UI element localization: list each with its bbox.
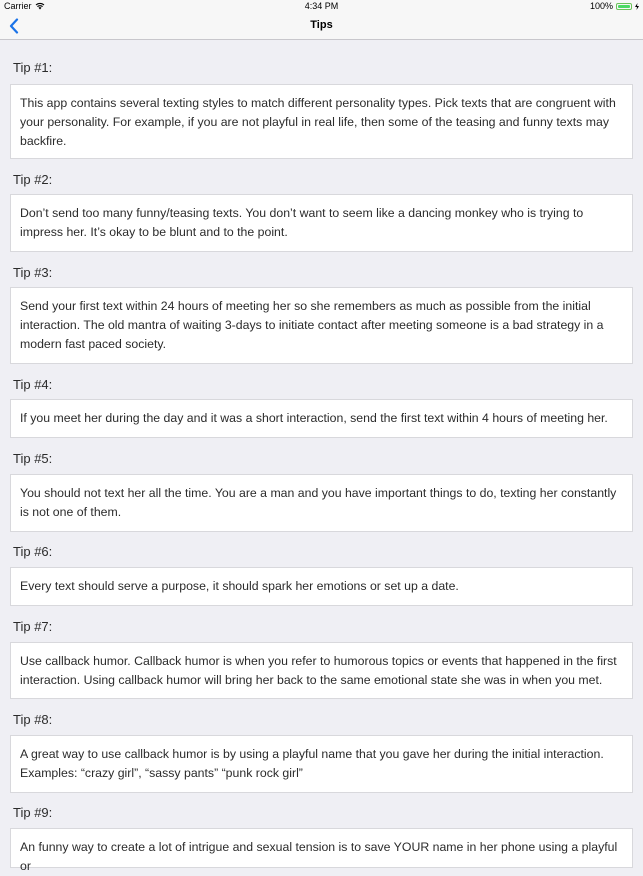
- carrier-label: Carrier: [4, 1, 32, 11]
- tip-label: Tip #2:: [13, 172, 53, 187]
- tip-label: Tip #4:: [13, 377, 53, 392]
- tip-text-box: If you meet her during the day and it was a short interaction, send the first text within 4 hours of meeting her.: [10, 399, 633, 438]
- tip-text-box: Send your first text within 24 hours of meeting her so she remembers as much as possible from the initial interaction. The old mantra of waiting 3-days to initiate contact after meeting someone is a bad strategy in a modern fast paced society.: [10, 287, 633, 364]
- navigation-bar: [0, 13, 643, 40]
- tip-label: Tip #9:: [13, 805, 53, 820]
- status-right: [590, 1, 639, 11]
- tip-label: Tip #3:: [13, 265, 53, 280]
- battery-icon: [616, 3, 632, 10]
- battery-percent: 100%: [589, 1, 613, 11]
- charging-icon: [635, 3, 639, 10]
- tip-label: Tip #8:: [13, 712, 53, 727]
- tip-text-box: An funny way to create a lot of intrigue and sexual tension is to save YOUR name in her phone using a playful or: [10, 828, 633, 868]
- tip-text-box: You should not text her all the time. You are a man and you have important things to do, texting her constantly is not one of them.: [10, 474, 633, 532]
- tip-text-box: Every text should serve a purpose, it should spark her emotions or set up a date.: [10, 567, 633, 606]
- status-time: 4:34 PM: [304, 1, 339, 11]
- page-title: Tips: [310, 19, 333, 31]
- tip-text-box: Use callback humor. Callback humor is when you refer to humorous topics or events that happened in the first interaction. Using callback humor will bring her back to the same emotional state she was in when you met.: [10, 642, 633, 699]
- tip-text-box: A great way to use callback humor is by using a playful name that you gave her during the initial interaction. Examples: “crazy girl”, “sassy pants” “punk rock girl”: [10, 735, 633, 793]
- tip-label: Tip #1:: [13, 60, 53, 75]
- tip-text-box: This app contains several texting styles to match different personality types. Pick texts that are congruent with your personality. For example, if you are not playful in real life, then some of the teasing and funny texts may backfire.: [10, 84, 633, 159]
- tip-label: Tip #6:: [13, 544, 53, 559]
- tip-label: Tip #5:: [13, 451, 53, 466]
- status-bar: [0, 0, 643, 13]
- tip-text-box: Don’t send too many funny/teasing texts. You don’t want to seem like a dancing monkey who is trying to impress her. It’s okay to be blunt and to the point.: [10, 194, 633, 252]
- tip-label: Tip #7:: [13, 619, 53, 634]
